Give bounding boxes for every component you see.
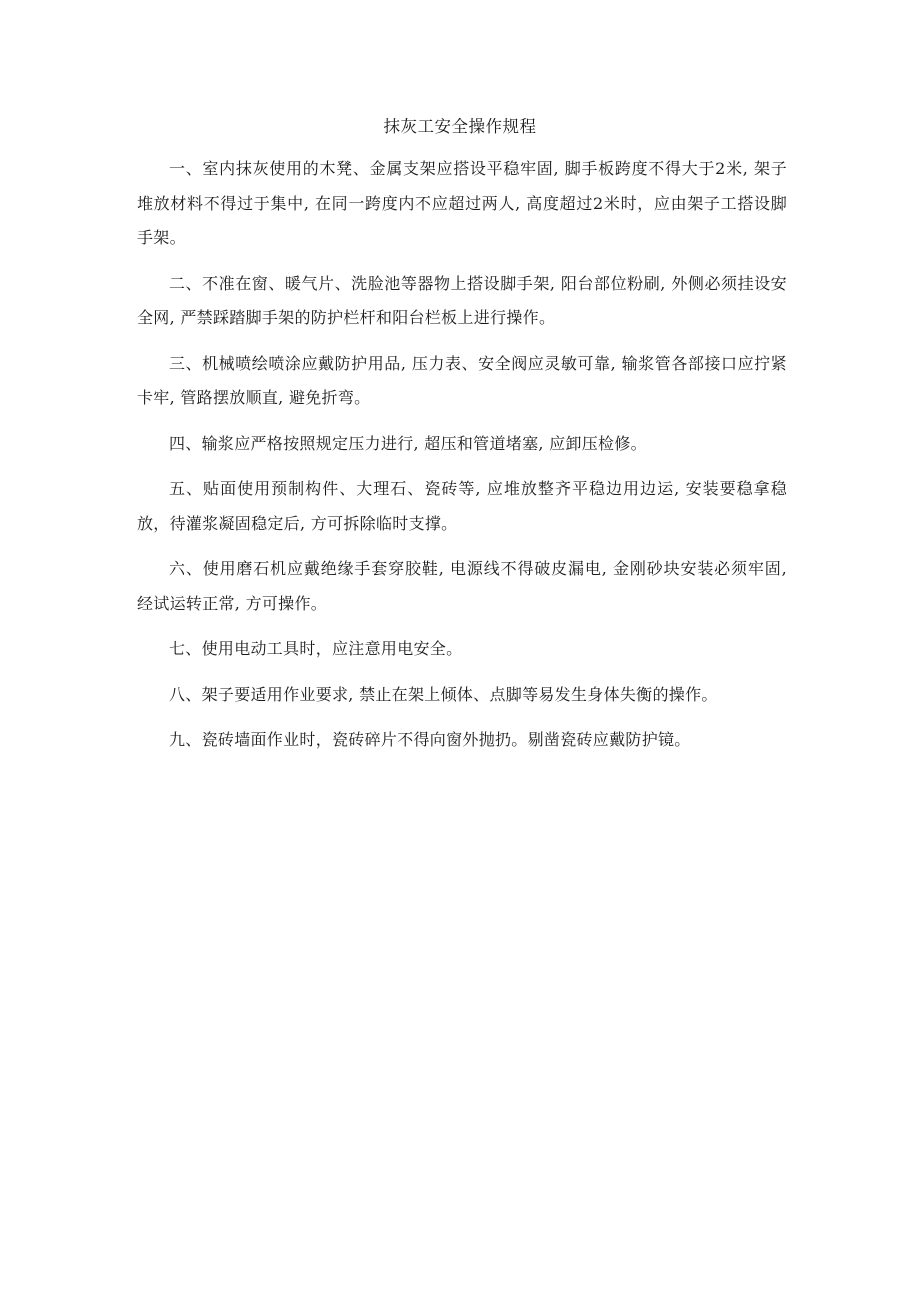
paragraph-2: 二、不准在窗、暖气片、洗脸池等器物上搭设脚手架, 阳台部位粉刷, 外侧必须挂设安全网, 严禁踩踏脚手架的防护栏杆和阳台栏板上进行操作。 bbox=[137, 273, 787, 327]
document-body bbox=[137, 152, 787, 769]
paragraph-3: 三、机械喷绘喷涂应戴防护用品, 压力表、安全阀应灵敏可靠, 输浆管各部接口应拧紧卡牢, 管路摆放顺直, 避免折弯。 bbox=[137, 353, 787, 407]
paragraph-1: 一、室内抹灰使用的木凳、金属支架应搭设平稳牢固, 脚手板跨度不得大于2米, 架子堆放材料不得过于集中, 在同一跨度内不应超过两人, 高度超过2米时，应由架子工搭设脚手架。 bbox=[137, 159, 787, 247]
paragraph-4: 四、输浆应严格按照规定压力进行, 超压和管道堵塞, 应卸压检修。 bbox=[169, 433, 647, 453]
paragraph-5: 五、贴面使用预制构件、大理石、瓷砖等, 应堆放整齐平稳边用边运, 安装要稳拿稳放，待灌浆凝固稳定后, 方可拆除临时支撑。 bbox=[137, 479, 787, 533]
paragraph-8: 八、架子要适用作业要求, 禁止在架上倾体、点脚等易发生身体失衡的操作。 bbox=[169, 684, 718, 704]
paragraph-9: 九、瓷砖墙面作业时，瓷砖碎片不得向窗外抛扔。剔凿瓷砖应戴防护镜。 bbox=[169, 730, 691, 749]
paragraph-7: 七、使用电动工具时，应注意用电安全。 bbox=[169, 639, 463, 658]
paragraph-6: 六、使用磨石机应戴绝缘手套穿胶鞋, 电源线不得破皮漏电, 金刚砂块安装必须牢固, 经试运转正常, 方可操作。 bbox=[137, 559, 787, 613]
document-title: 抹灰工安全操作规程 bbox=[383, 117, 537, 136]
